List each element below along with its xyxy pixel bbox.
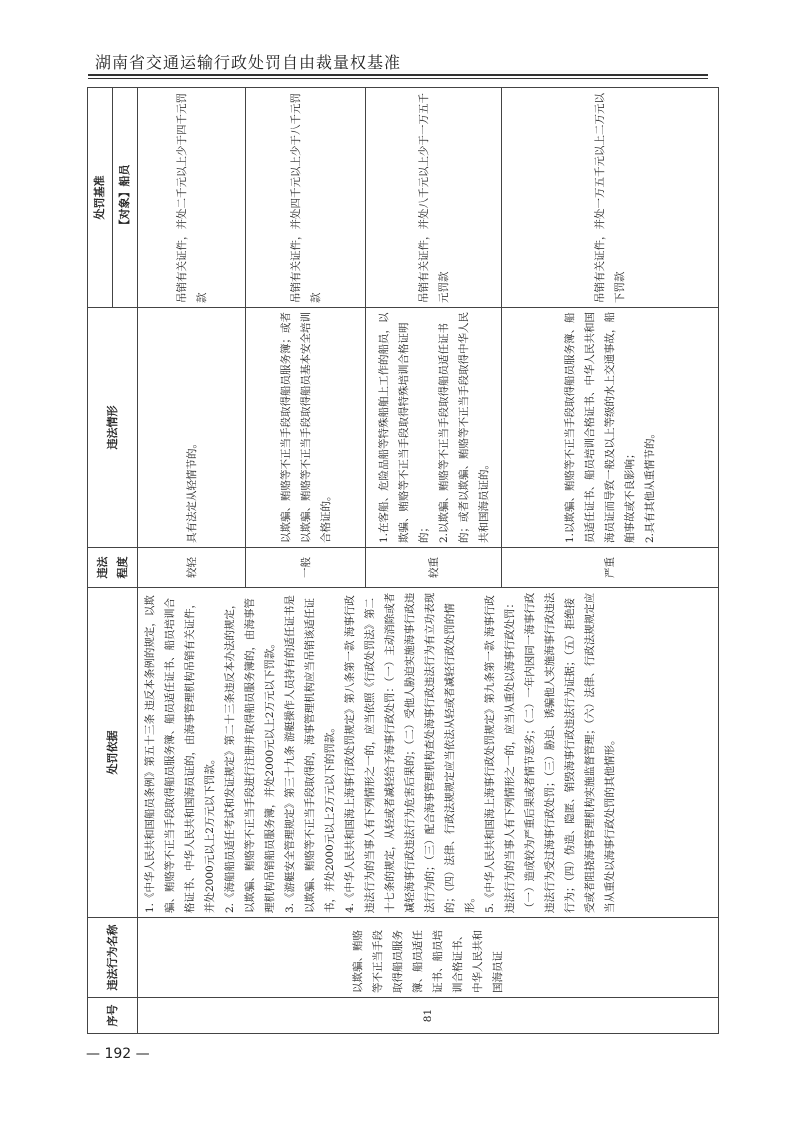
header-no: 序号 [88, 998, 138, 1034]
standard-serious: 吊销有关证件，并处八千元以上少于一万五千元罚款 [366, 88, 502, 308]
header-rule [88, 74, 708, 76]
degree-light: 较轻 [138, 548, 246, 588]
standard-general: 吊销有关证件，并处四千元以上少于八千元罚款 [246, 88, 366, 308]
circumstance-item: 1.以欺骗、贿赂等不正当手段取得船员服务簿、船员适任证书、船员培训合格证书、中华人民共和国海员证而导致一般及以上等级的水上交通事故，船舶事故或不良影响； [564, 312, 636, 543]
header-degree: 违法程度 [88, 548, 138, 588]
circumstance-serious [366, 308, 502, 548]
header-basis: 处罚依据 [88, 588, 138, 918]
page-header: 湖南省交通运输行政处罚自由裁量权基准 [95, 53, 402, 72]
violation-name: 以欺骗、贿赂等不正当手段取得船员服务簿、船员适任证书、船员培训合格证书、中华人民共和国海员证 [138, 918, 719, 998]
row-number: 81 [138, 998, 719, 1034]
circumstance-item: 2.具有其他从重情节的。 [644, 427, 656, 543]
header-rule-thin [88, 78, 708, 79]
penalty-table [87, 88, 712, 1034]
penalty-basis [138, 588, 719, 918]
circumstance-item: 具有法定从轻情节的。 [185, 438, 198, 543]
circumstance-item: 以欺骗、贿赂等不正当手段取得船员服务簿；或者以欺骗、贿赂等不正当手段取得船员基本安全培训合格证的。 [279, 312, 332, 543]
circumstance-item: 1.在客船、危险品船等特殊船舶上工作的船员，以欺骗、贿赂等不正当手段取得特殊培训合格证明的； [377, 312, 430, 543]
header-circumstance: 违法情形 [88, 308, 138, 548]
basis-item: 5.《中华人民共和国海上海事行政处罚规定》第九条第一款 海事行政违法行为的当事人有下列情形之一的，应当从重处以海事行政处罚：（一）造成较为严重后果或者情节恶劣；（二）一年内因同一海事行政违法行为受过海事行政处罚；（三）胁迫、诱骗他人实施海事行政违法行为；（四）伪造、隐匿、销毁海事行政违法行为证据；（五）拒绝接受或者阻挠海事管理机构实施监督管理；（六）法律、行政法规规定应当从重处以海事行政处罚的其他情形。 [484, 592, 616, 913]
standard-severe: 吊销有关证件，并处一万五千元以上二万元以下罚款 [502, 88, 719, 308]
circumstance-general [246, 308, 366, 548]
header-standard: 处罚基准 [88, 88, 113, 308]
rotated-table-area [87, 88, 712, 1034]
basis-item: 2.《海船船员适任考试和发证规定》第二十三条违反本办法的规定，以欺骗、贿赂等不正当手段进行注册并取得船员服务簿的，由海事管理机构吊销船员服务簿，并处2000元以上2万元以下罚款。 [224, 598, 276, 913]
standard-light: 吊销有关证件，并处二千元以上少于四千元罚款 [138, 88, 246, 308]
circumstance-item: 2.以欺骗、贿赂等不正当手段取得船员适任证书的；或者以欺骗、贿赂等不正当手段取得中华人民共和国海员证的。 [437, 312, 490, 543]
circumstance-light [138, 308, 246, 548]
basis-item: 1.《中华人民共和国船员条例》第五十三条 违反本条例的规定，以欺骗、贿赂等不正当手段取得船员服务簿、船员适任证书、船员培训合格证书、中华人民共和国海员证的，由海事管理机构吊销有关证件，并处2000元以上2万元以下罚款。 [144, 595, 216, 913]
basis-item: 4.《中华人民共和国海上海事行政处罚规定》第八条第一款 海事行政违法行为的当事人有下列情形之一的，应当依照《行政处罚法》第二十七条的规定，从轻或者减轻给予海事行政处罚：（一）主动消除或者减轻海事行政违法行为危害后果的；（二）受他人胁迫实施海事行政违法行为的；（三）配合海事管理机构查处海事行政违法行为有立功表现的；（四）法律、行政法规规定应当依法从轻或者减轻行政处罚的情形。 [344, 592, 476, 913]
degree-serious: 较重 [366, 548, 502, 588]
header-target: 【对象】船员 [113, 88, 138, 308]
circumstance-severe [502, 308, 719, 548]
basis-item: 3.《游艇安全管理规定》第三十九条 游艇操作人员持有的适任证书是以欺骗、贿赂等不正当手段取得的，海事管理机构应当吊销该适任证书，并处2000元以上2万元以下的罚款。 [284, 595, 336, 913]
header-name: 违法行为名称 [88, 918, 138, 998]
page-number: — 192 — [86, 1046, 150, 1062]
degree-general: 一般 [246, 548, 366, 588]
degree-severe: 严重 [502, 548, 719, 588]
